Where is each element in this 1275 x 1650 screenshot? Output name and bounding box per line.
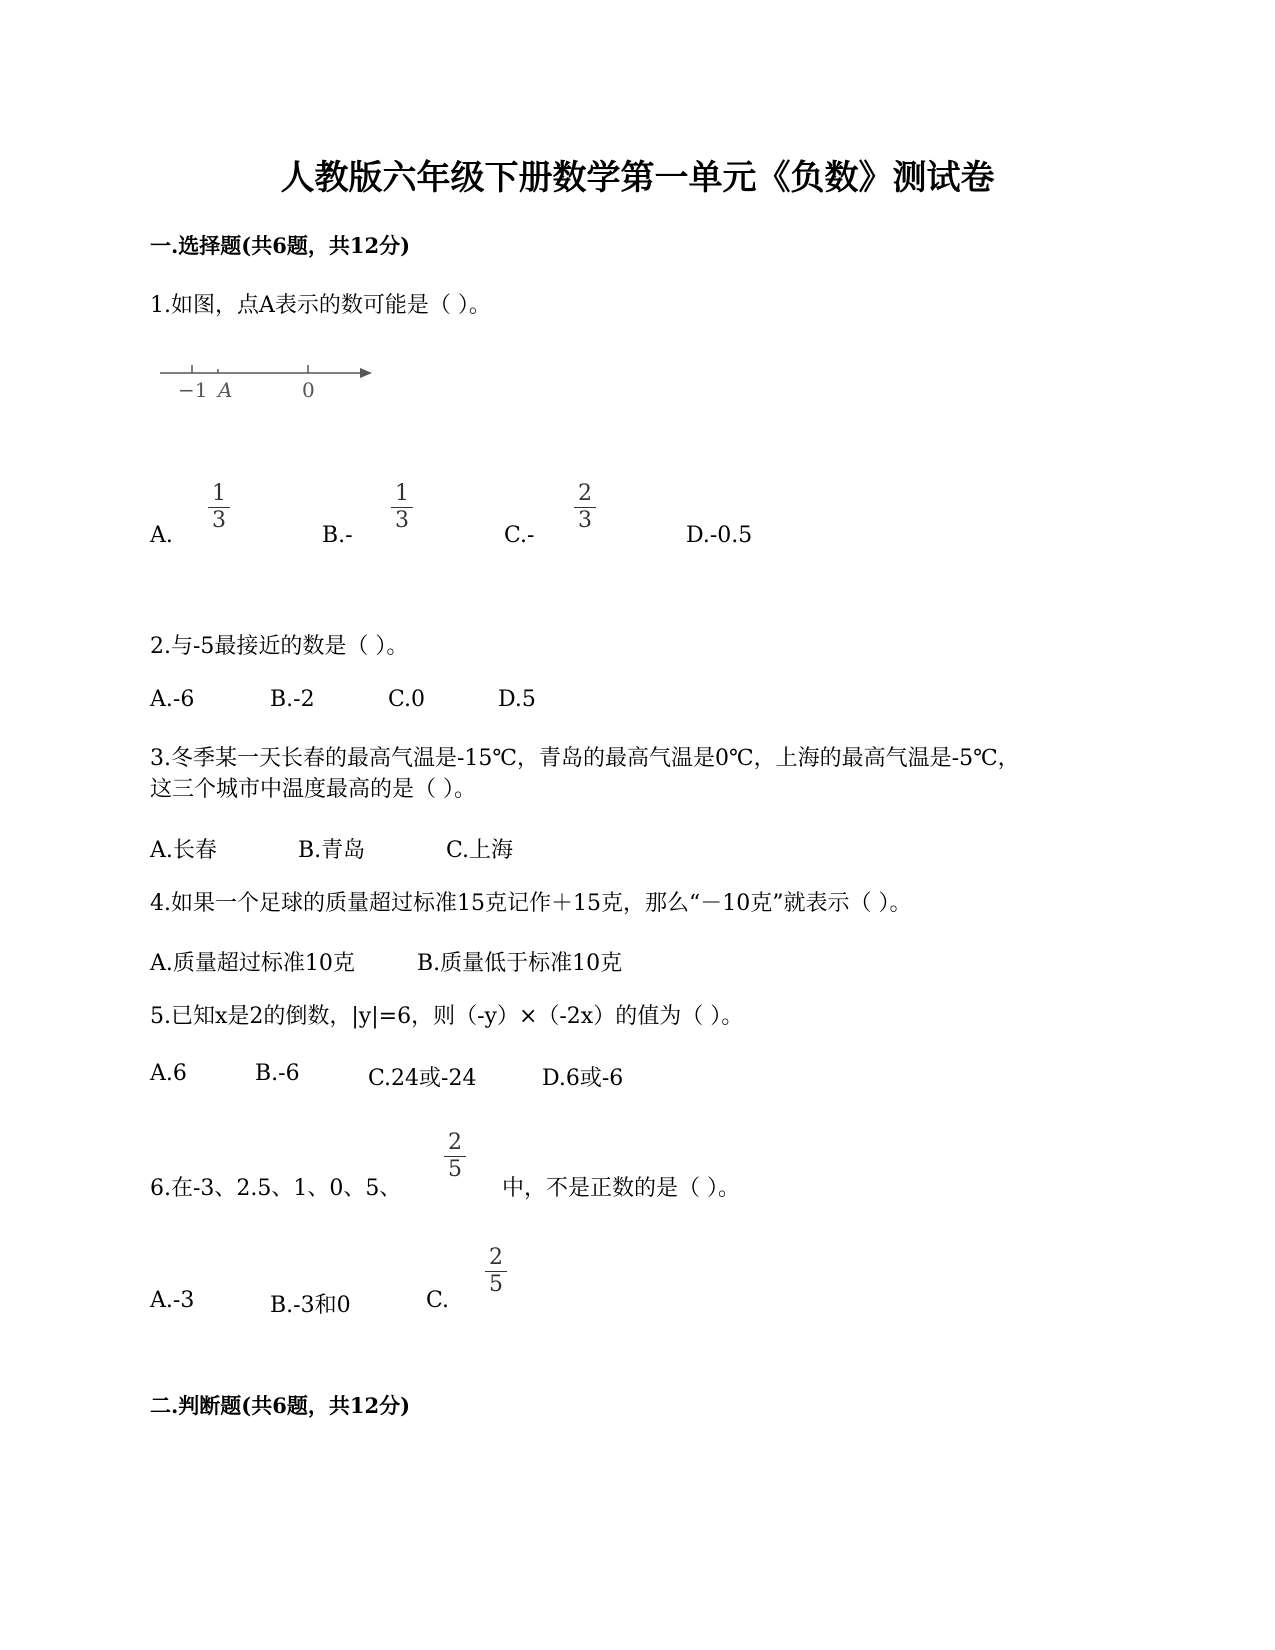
q6-option-c: C. — [426, 1288, 450, 1313]
number-line-figure — [150, 355, 380, 410]
q2-option-a: A.-6 — [150, 687, 195, 712]
q1-option-c-fraction: 2 3 — [574, 482, 596, 533]
label-neg1: −1 — [178, 378, 208, 402]
q4-option-b: B.质量低于标准10克 — [417, 951, 623, 976]
question-5: 5.已知x是2的倒数，|y|=6，则（-y）×（-2x）的值为（ ）。 — [150, 1004, 744, 1029]
q5-option-a: A.6 — [150, 1061, 187, 1086]
label-zero: 0 — [302, 378, 315, 402]
q6-option-b: B.-3和0 — [270, 1293, 351, 1318]
question-3-line-2: 这三个城市中温度最高的是（ ）。 — [150, 777, 476, 802]
q5-option-b: B.-6 — [255, 1061, 300, 1086]
q2-option-d: D.5 — [498, 687, 536, 712]
q1-option-a-fraction: 1 3 — [208, 482, 230, 533]
question-6-suffix: 中，不是正数的是（ ）。 — [502, 1176, 740, 1201]
q3-option-c: C.上海 — [446, 838, 514, 863]
section-heading-choice: 一.选择题(共6题，共12分) — [150, 233, 411, 258]
question-1: 1.如图，点A表示的数可能是（ ）。 — [150, 293, 491, 318]
q1-option-d: D.-0.5 — [686, 523, 753, 548]
question-3-line-1: 3.冬季某一天长春的最高气温是-15℃，青岛的最高气温是0℃，上海的最高气温是-5℃， — [150, 746, 1020, 771]
label-a: A — [218, 378, 233, 402]
question-2: 2.与-5最接近的数是（ ）。 — [150, 634, 409, 659]
q4-option-a: A.质量超过标准10克 — [150, 951, 355, 976]
q6-fraction: 2 5 — [444, 1131, 466, 1182]
page-title: 人教版六年级下册数学第一单元《负数》测试卷 — [280, 158, 995, 198]
question-6-prefix: 6.在-3、2.5、1、0、5、 — [150, 1176, 402, 1201]
q2-option-b: B.-2 — [270, 687, 315, 712]
q1-option-c: C.- — [504, 523, 535, 548]
q1-option-b: B.- — [322, 523, 353, 548]
q1-option-b-fraction: 1 3 — [391, 482, 413, 533]
section-heading-judgment: 二.判断题(共6题，共12分) — [150, 1393, 411, 1418]
q3-option-b: B.青岛 — [298, 838, 366, 863]
q2-option-c: C.0 — [388, 687, 426, 712]
q3-option-a: A.长春 — [150, 838, 217, 863]
number-line-arrow — [360, 368, 372, 378]
q5-option-d: D.6或-6 — [542, 1066, 624, 1091]
question-4: 4.如果一个足球的质量超过标准15克记作＋15克，那么“－10克”就表示（ ）。 — [150, 891, 912, 916]
q6-option-c-fraction: 2 5 — [485, 1246, 507, 1297]
q1-option-a: A. — [150, 523, 173, 548]
q6-option-a: A.-3 — [150, 1288, 195, 1313]
q5-option-c: C.24或-24 — [368, 1066, 477, 1091]
